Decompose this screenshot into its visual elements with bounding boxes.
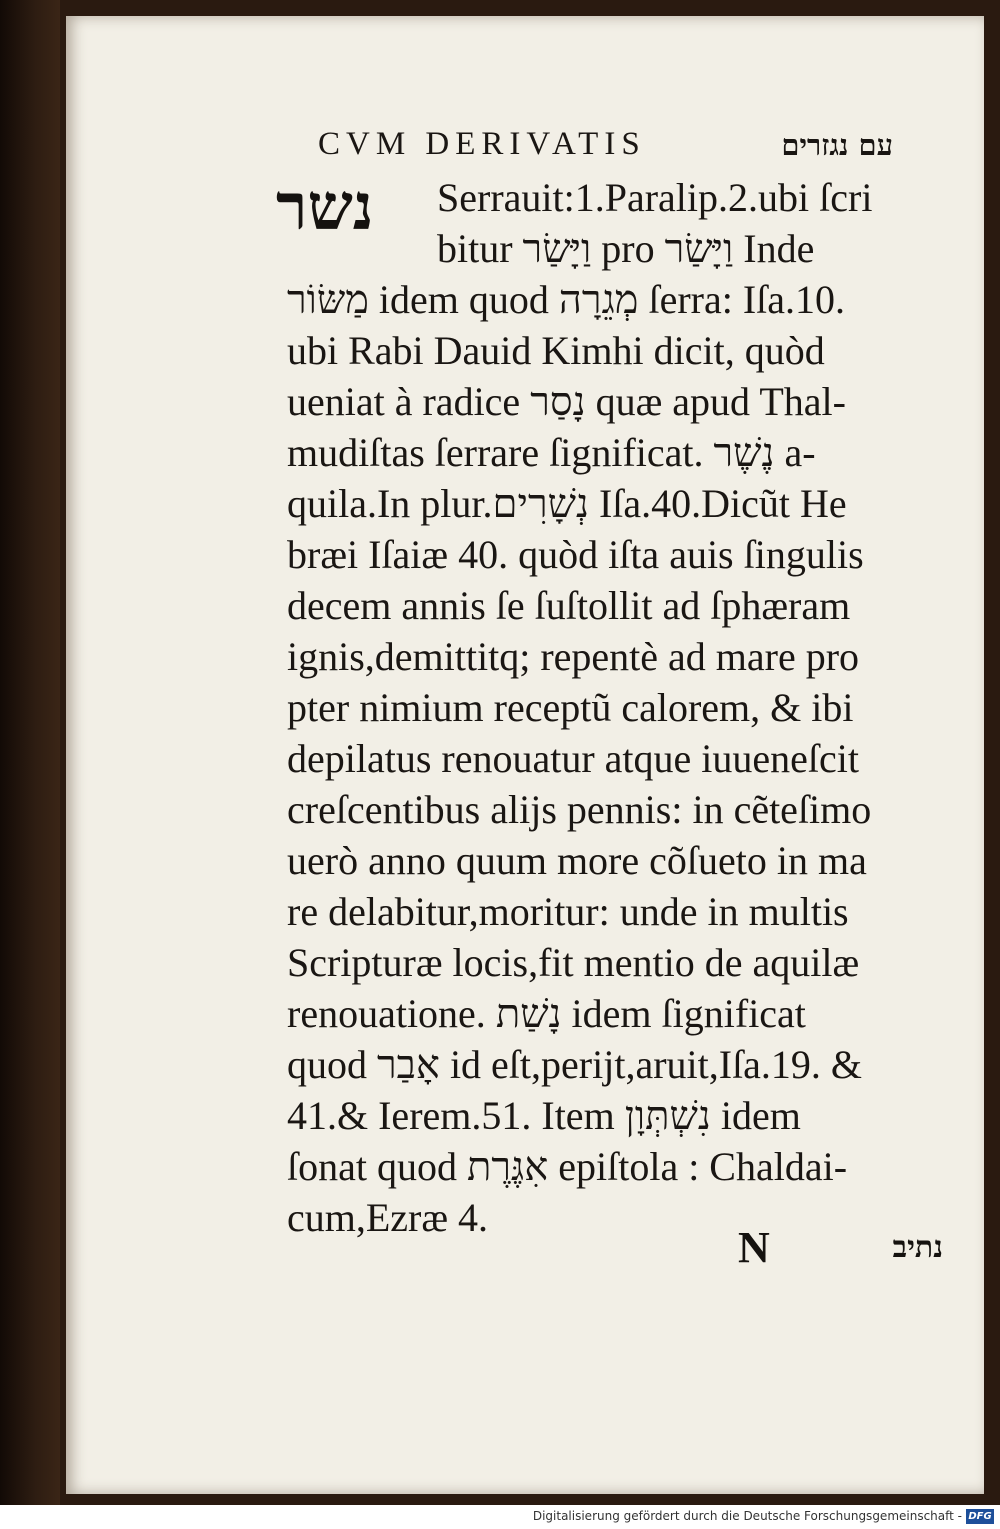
text-line: מַשּׂוֹר idem quod מְגֵרָה ſerra: Iſa.10. (287, 277, 846, 322)
footer-bar (0, 1505, 1000, 1529)
dfg-logo: DFG (966, 1509, 994, 1524)
catchwords (738, 1222, 943, 1272)
text-line: uerò anno quum more cõſueto in ma (287, 838, 867, 883)
text-line: cum,Ezræ 4. (287, 1195, 489, 1240)
text-line: ignis,demittitq; repentè ad mare pro (287, 634, 860, 679)
text-line: ueniat à radice נָסַר quæ apud Thal- (287, 379, 846, 424)
text-line: bitur וַיָּשַׂר pro וַיָּשַׂר Inde (437, 226, 815, 271)
text-line: creſcentibus alijs pennis: in cẽteſimo (287, 787, 872, 832)
catchword: נתיב (892, 1230, 943, 1265)
text-line: pter nimium receptũ calorem, & ibi (287, 685, 854, 730)
text-line: Serrauit:1.Paralip.2.ubi ſcri (437, 175, 873, 220)
entry-headword: נשר (276, 170, 374, 245)
running-head-hebrew: עם נגזרים (781, 128, 893, 162)
text-line: 41.& Ierem.51. Item נִשְׁתְּוָן idem (287, 1093, 801, 1138)
running-head-latin: CVM DERIVATIS (318, 126, 646, 162)
book-spine (0, 0, 60, 1505)
text-line: re delabitur,moritur: unde in multis (287, 889, 849, 934)
text-line: bræi Iſaiæ 40. quòd iſta auis ſingulis (287, 532, 864, 577)
text-line: Scripturæ locis,fit mentio de aquilæ (287, 940, 860, 985)
text-line: quila.In plur.נְשָׁרִים Iſa.40.Dicũt He (287, 481, 847, 526)
running-head (318, 126, 893, 168)
text-line: mudiſtas ſerrare ſignificat. נֶשֶׁר a- (287, 430, 816, 475)
text-line: ubi Rabi Dauid Kimhi dicit, quòd (287, 328, 825, 373)
text-line: renouatione. נָשַׁת idem ſignificat (287, 991, 806, 1036)
digitization-credit: Digitalisierung gefördert durch die Deutsche Forschungsgemeinschaft - (532, 1509, 962, 1523)
signature-mark: N (738, 1223, 770, 1272)
text-line: ſonat quod אִגֶּרֶת epiſtola : Chaldai- (287, 1144, 848, 1189)
text-line: depilatus renouatur atque iuueneſcit (287, 736, 860, 781)
text-line: quod אָבַר id eſt,perijt,aruit,Iſa.19. & (287, 1042, 863, 1087)
text-line: decem annis ſe ſuſtollit ad ſphæram (287, 583, 851, 628)
body-text (287, 172, 942, 1243)
